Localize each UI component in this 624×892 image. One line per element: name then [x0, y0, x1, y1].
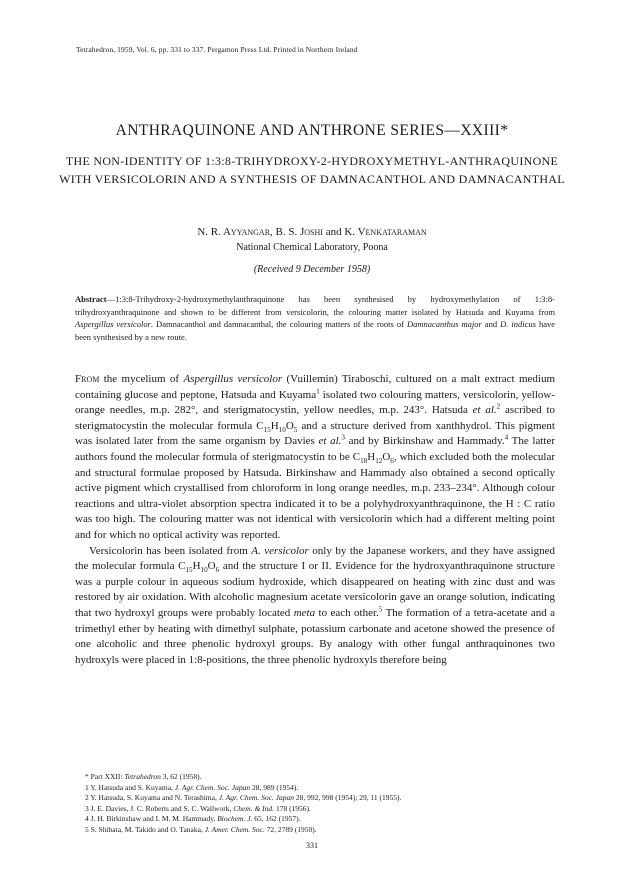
footnote-text: 72, 2789 (1950).	[264, 824, 317, 834]
footnote	[85, 793, 555, 804]
subscript: 15	[185, 566, 193, 575]
abstract-text: . Damnacanthol and damnacanthal, the colouring matters of the roots of	[150, 319, 407, 329]
text-run: only by the Japanese workers, and they have assigned the molecular formula C	[75, 544, 555, 573]
text-run: , which excluded both the molecular and structural formulae proposed by Hatsuda. Birkinshaw and Hammady also obtained a second optically active pigment which crystallised from chloroform in long orange needles, m.p. 233–234°. Although colour reactions and ultra-violet absorption spectra indicated it to be a polyhydroxyanthraquinone, the H : C ratio was too high. The colouring matter was not identical with versicolorin which had a different melting point and for which no optical activity was reported.	[75, 450, 555, 541]
footnote-journal: J. Agr. Chem. Soc. Japan	[218, 793, 294, 803]
footnote-text: J. H. Birkinshaw and I. M. M. Hammady,	[90, 814, 218, 824]
text-run: and the structure I or II. Evidence for the hydroxyanthraquinone structure was a purple colour in aqueous sodium hydroxide, which disappeared on heating with zinc dust and was restored by air oxidation. With alcoholic magnesium acetate versicolorin gave an orange solution, indicating that two hydroxyl groups were probably located	[75, 560, 555, 619]
text-run: H	[270, 419, 279, 432]
page-number: 331	[306, 841, 318, 850]
footnote-mark: 4	[85, 814, 91, 824]
italic-run: Aspergillus versicolor	[183, 373, 283, 385]
footnote-mark: 5	[85, 824, 91, 834]
author-separator: ,	[270, 226, 276, 238]
footnote	[85, 804, 555, 815]
text-run: (Vuillemin) Tiraboschi, cultured on a malt extract medium containing glucose and peptone, Hatsuda and Kuyama	[75, 373, 556, 401]
author-and: and	[322, 226, 345, 238]
footnote	[85, 814, 555, 825]
affiliation: National Chemical Laboratory, Poona	[236, 242, 388, 253]
text-run: O	[382, 450, 391, 463]
subscript: 6	[215, 566, 220, 575]
text-run: and by Birkinshaw and Hammady.	[344, 435, 505, 448]
abstract-label: Abstract	[75, 294, 107, 304]
footnote-text: Part XXII:	[90, 772, 125, 781]
abstract-italic: Damnacanthus major	[406, 319, 482, 329]
received-date: (Received 9 December 1958)	[253, 264, 371, 275]
footnote-journal: Biochem. J.	[217, 814, 253, 824]
reference-marker: 5	[378, 605, 383, 614]
abstract-text: —1:3:8-Trihydroxy-2-hydroxymethylanthraquinone has been synthesised by hydroxymethylation of 1:3:8-trihydroxyanthraquinone and shown to be different from versicolorin, the colouring matter isolated by Hatsuda and Kuyama from	[75, 294, 555, 317]
text-run: isolated two colouring matters, versicolorin, yellow-orange needles, m.p. 282°, and sterigmatocystin, yellow needles, m.p. 243°. Hatsuda	[75, 388, 555, 417]
subscript: 10	[278, 425, 286, 434]
body-text	[75, 372, 555, 668]
article-title: ANTHRAQUINONE AND ANTHRONE SERIES—XXIII*	[115, 122, 509, 139]
author-1: N. R. Ayyangar	[197, 226, 271, 238]
abstract-italic: D. indicus	[500, 319, 536, 329]
footnote-mark: 2	[85, 793, 91, 803]
author-2: B. S. Joshi	[275, 226, 323, 238]
text-run: H	[367, 450, 376, 463]
footnote-text: 3, 62 (1958).	[160, 772, 202, 781]
footnote-mark: 3	[85, 803, 91, 813]
text-run: O	[207, 560, 216, 573]
footnote-text: 65, 162 (1957).	[252, 814, 301, 824]
abstract	[75, 293, 555, 343]
reference-marker: 4	[504, 433, 509, 442]
footnote-text: Y. Hatsuda, S. Kuyama and N. Terashima,	[90, 793, 219, 803]
footnote-journal: J. Agr. Chem. Soc. Japan	[174, 782, 251, 792]
article-subtitle: THE NON-IDENTITY OF 1:3:8-TRIHYDROXY-2-HYDROXYMETHYL-ANTHRAQUINONE WITH VERSICOLORIN AND A SYNTHESIS OF DAMNACANTHOL AND DAMNACANTHAL	[59, 154, 565, 186]
subscript: 10	[200, 566, 208, 575]
text-run: H	[192, 560, 201, 573]
paragraph-2	[75, 544, 555, 669]
text-run: and a structure derived from xanthhydrol. This pigment was isolated later from the same organism by Davies	[75, 419, 555, 448]
abstract-text: and	[481, 319, 501, 329]
footnote-journal: J. Amer. Chem. Soc.	[204, 824, 265, 834]
abstract-italic: Aspergillus versicolor	[75, 319, 151, 329]
subscript: 12	[375, 457, 383, 466]
footnote-text: Y. Hatsuda and S. Kuyama,	[90, 782, 175, 792]
paragraph-1	[75, 372, 555, 544]
footnote-text: 178 (1956).	[274, 803, 311, 813]
text-run: ascribed to sterigmatocystin the molecular formula C	[75, 404, 555, 432]
text-run: to each other.	[315, 606, 379, 619]
footnote-text: S. Shibata, M. Takido and O. Tanaka,	[90, 824, 205, 834]
footnote	[85, 772, 555, 783]
italic-run: A. versicolor	[251, 544, 309, 557]
subscript: 6	[390, 457, 394, 466]
author-3: K. Venkataraman	[344, 226, 427, 238]
reference-marker: 1	[316, 386, 320, 395]
italic-run: et al.	[318, 435, 342, 448]
italic-run: meta	[293, 606, 316, 619]
footnote	[85, 783, 555, 794]
author-list	[0, 226, 624, 238]
text-run: the mycelium of	[99, 373, 184, 385]
abstract-text: have been synthesised by a new route.	[75, 319, 556, 342]
subscript: 5	[293, 425, 298, 434]
footnote	[85, 825, 555, 836]
reference-marker: 3	[341, 433, 345, 442]
footnotes	[85, 772, 555, 836]
text-run: Versicolorin has been isolated from	[89, 544, 252, 557]
text-run: The latter authors found the molecular formula of sterigmatocystin to be C	[75, 435, 556, 463]
subscript: 18	[360, 457, 368, 466]
footnote-mark: *	[85, 772, 91, 781]
footnote-mark: 1	[85, 782, 91, 792]
subscript: 15	[263, 425, 271, 434]
footnote-journal: Tetrahedron	[124, 772, 161, 781]
footnote-journal: Chem. & Ind.	[233, 803, 275, 813]
footnote-text: 28, 992, 998 (1954); 29, 11 (1955).	[293, 793, 402, 803]
reference-marker: 2	[496, 402, 501, 411]
paragraph-opening: From	[75, 373, 100, 385]
footnote-text: J. E. Davies, J. C. Roberts and S. C. Wallwork,	[90, 803, 234, 813]
footnote-text: 28, 989 (1954).	[250, 782, 299, 792]
text-run: O	[285, 419, 294, 432]
italic-run: et al.	[472, 404, 497, 417]
text-run: The formation of a tetra-acetate and a trimethyl ether by heating with dimethyl sulphate, potassium carbonate and acetone showed the presence of one alcoholic and three phenolic hydroxyl groups. By analogy with other fungal anthraquinones two hydroxyls were placed in 1:8-positions, the three phenolic hydroxyls therefore being	[75, 606, 556, 666]
journal-header: Tetrahedron, 1959, Vol. 6, pp. 331 to 337. Pergamon Press Ltd. Printed in Northern Ireland	[76, 45, 358, 54]
